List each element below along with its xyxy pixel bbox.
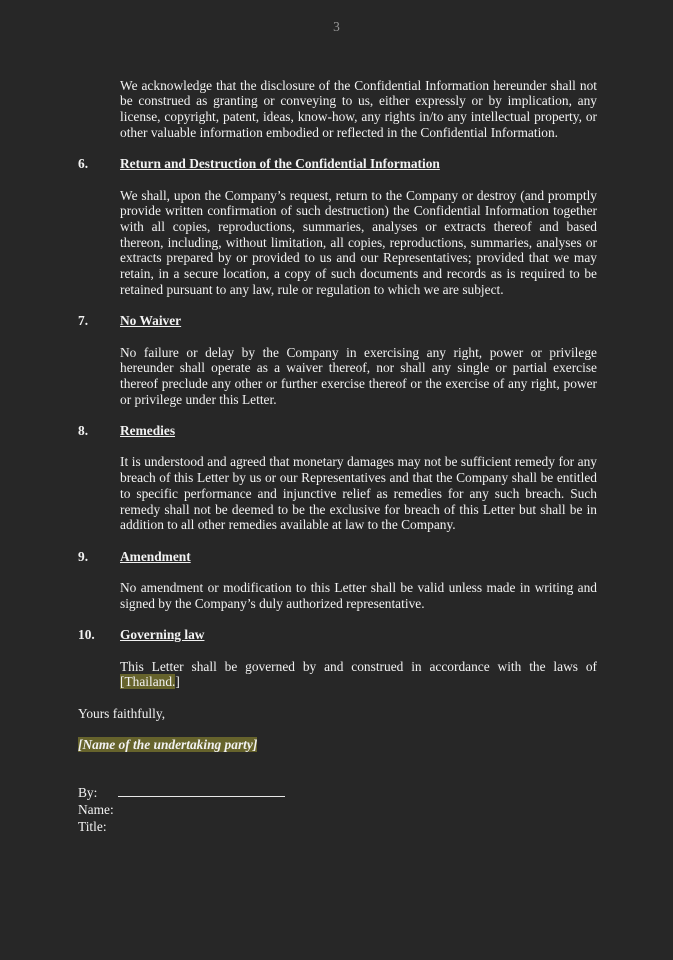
- valediction: Yours faithfully,: [78, 705, 166, 721]
- section-number: 9.: [78, 548, 89, 564]
- section-heading: No Waiver: [120, 313, 182, 329]
- section-7-heading-row: [78, 313, 597, 329]
- section-number: 6.: [78, 156, 89, 172]
- section-number: 8.: [78, 423, 89, 439]
- signatory-placeholder-row: [78, 737, 597, 753]
- governing-law-highlight: [Thailand.: [120, 674, 176, 690]
- section-number: 10.: [78, 627, 95, 643]
- signature-block: [78, 784, 597, 835]
- section-10-heading-row: [78, 627, 597, 643]
- section-heading: Return and Destruction of the Confidential Information: [120, 156, 440, 172]
- signatory-placeholder: [Name of the undertaking party]: [78, 737, 258, 753]
- section-8-heading-row: [78, 423, 597, 439]
- section-heading: Remedies: [120, 423, 176, 439]
- signature-line: [118, 784, 285, 797]
- section-7-body: No failure or delay by the Company in exercising any right, power or privilege hereunder shall operate as a waiver thereof, nor shall any single or partial exercise thereof preclude any other or further exercise thereof or the exercise of any right, power or privilege under this Letter.: [120, 344, 597, 407]
- by-row: [78, 784, 597, 801]
- section-9-body: No amendment or modification to this Letter shall be valid unless made in writing and signed by the Company’s duly authorized representative.: [120, 580, 597, 611]
- title-label: Title:: [78, 819, 107, 835]
- section-10-body: [120, 659, 597, 690]
- by-label: By:: [78, 785, 98, 801]
- section-9-heading-row: [78, 549, 597, 565]
- governing-law-text: This Letter shall be governed by and construed in accordance with the laws of: [120, 658, 597, 674]
- section-number: 7.: [78, 313, 89, 329]
- page-number: 3: [333, 19, 340, 34]
- governing-law-close-bracket: ]: [175, 674, 180, 690]
- section-heading: Amendment: [120, 548, 191, 564]
- section-heading: Governing law: [120, 627, 205, 643]
- name-label: Name:: [78, 802, 114, 818]
- intro-paragraph: We acknowledge that the disclosure of the Confidential Information hereunder shall not be construed as granting or conveying to us, either expressly or by implication, any license, copyright, patent, ideas, know-how, any rights in/to any intellectual property, or other valuable information embodied or reflected in the Confidential Information.: [120, 77, 597, 140]
- section-6-body: We shall, upon the Company’s request, return to the Company or destroy (and promptly provide written confirmation of such destruction) the Confidential Information together with all copies, reproductions, summaries, analyses or extracts thereof and based thereon, including, without limitation, all copies, reproductions, summaries, analyses or extracts prepared by or provided to us and our Representatives; provided that we may retain, in a secure location, a copy of such documents and records as is required to be retained pursuant to any law, rule or regulation to which we are subject.: [120, 187, 597, 297]
- section-8-body: It is understood and agreed that monetary damages may not be sufficient remedy for any breach of this Letter by us or our Representatives and that the Company shall be entitled to specific performance and injunctive relief as remedies for any such breach. Such remedy shall not be deemed to be the exclusive for breach of this Letter but shall be in addition to all other remedies available at law to the Company.: [120, 454, 597, 533]
- section-6-heading-row: [78, 156, 597, 172]
